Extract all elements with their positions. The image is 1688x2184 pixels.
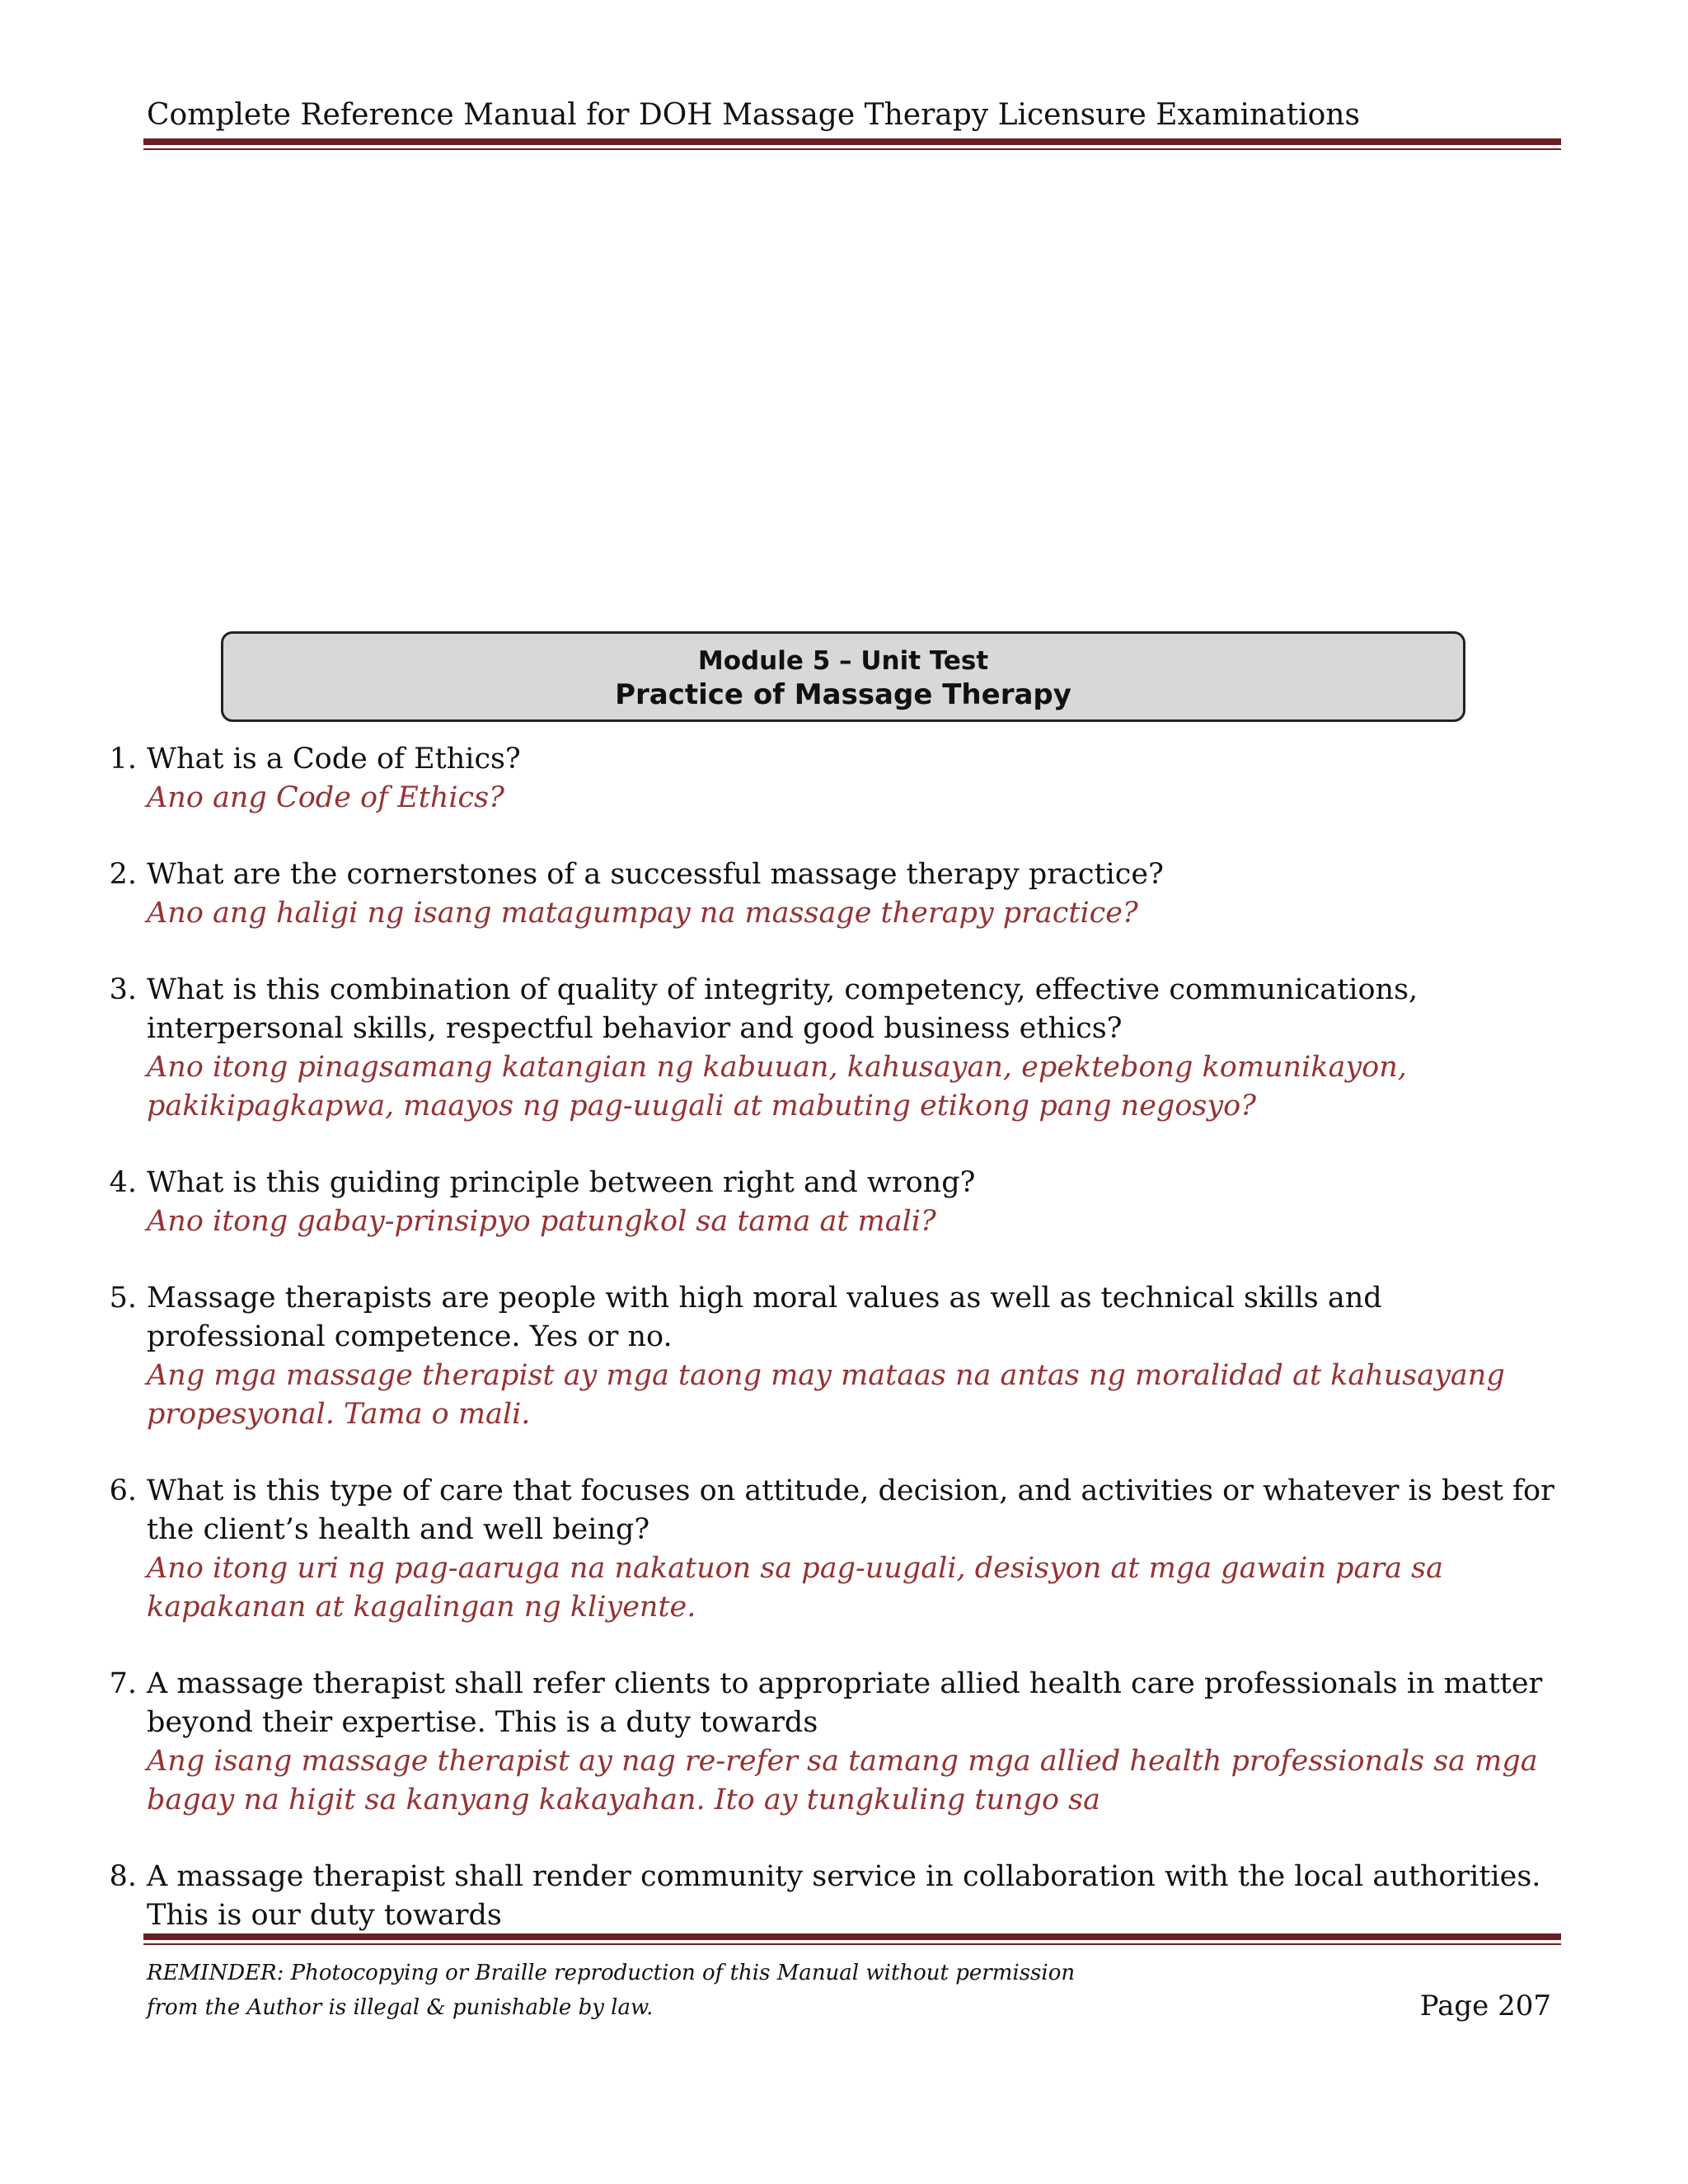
question-number: 7.: [109, 1667, 137, 1700]
page-number: Page 207: [1419, 1990, 1551, 2022]
question-number: 5.: [109, 1282, 137, 1315]
question-english: What are the cornerstones of a successful massage therapy practice?: [147, 858, 1164, 891]
question-english: What is this type of care that focuses on attitude, decision, and activities or whatever is best for the client’s health and well being?: [147, 1474, 1554, 1546]
question-item: [91, 1858, 1566, 1935]
question-number: 2.: [109, 858, 137, 891]
question-english: What is this combination of quality of integrity, competency, effective communications, interpersonal skills, respectful behavior and good business ethics?: [147, 973, 1418, 1045]
question-item: [91, 971, 1566, 1126]
module-subtitle: Practice of Massage Therapy: [615, 677, 1071, 711]
copyright-reminder: [147, 1956, 1075, 2025]
question-item: [91, 1164, 1566, 1241]
footer-rule-thin: [143, 1943, 1561, 1945]
question-filipino: Ano itong gabay-prinsipyo patungkol sa tama at mali?: [147, 1205, 936, 1238]
footer-rule-thick: [143, 1933, 1561, 1940]
question-english: Massage therapists are people with high moral values as well as technical skills and professional competence. Yes or no.: [147, 1282, 1382, 1353]
question-number: 1.: [109, 743, 137, 776]
question-number: 8.: [109, 1860, 137, 1893]
question-item: [91, 1665, 1566, 1820]
question-number: 6.: [109, 1474, 137, 1507]
question-number: 3.: [109, 973, 137, 1006]
running-header: Complete Reference Manual for DOH Massage Therapy Licensure Examinations: [147, 98, 1360, 132]
reminder-line: from the Author is illegal & punishable by law.: [147, 1995, 654, 2020]
header-rule-thin: [143, 148, 1561, 150]
question-filipino: Ano itong pinagsamang katangian ng kabuuan, kahusayan, epektebong komunikayon, pakikipagkapwa, maayos ng pag-uugali at mabuting etikong pang negosyo?: [147, 1051, 1407, 1122]
question-english: A massage therapist shall render community service in collaboration with the local authorities. This is our duty towards: [147, 1860, 1541, 1932]
question-item: [91, 1472, 1566, 1627]
module-title-box: [221, 631, 1465, 722]
question-english: A massage therapist shall refer clients to appropriate allied health care professionals in matter beyond their expertise. This is a duty towards: [147, 1667, 1543, 1739]
question-item: [91, 1279, 1566, 1434]
reminder-line: REMINDER: Photocopying or Braille reproduction of this Manual without permission: [147, 1961, 1076, 1985]
question-list: [91, 740, 1566, 1935]
question-item: [91, 740, 1566, 818]
question-filipino: Ano ang haligi ng isang matagumpay na massage therapy practice?: [147, 897, 1138, 930]
question-filipino: Ano ang Code of Ethics?: [147, 781, 504, 814]
question-filipino: Ano itong uri ng pag-aaruga na nakatuon sa pag-uugali, desisyon at mga gawain para sa kapakanan at kagalingan ng kliyente.: [147, 1552, 1443, 1624]
question-item: [91, 855, 1566, 933]
question-number: 4.: [109, 1166, 137, 1199]
question-filipino: Ang mga massage therapist ay mga taong may mataas na antas ng moralidad at kahusayang propesyonal. Tama o mali.: [147, 1359, 1505, 1431]
header-rule-thick: [143, 138, 1561, 145]
question-filipino: Ang isang massage therapist ay nag re-refer sa tamang mga allied health professionals sa mga bagay na higit sa kanyang kakayahan. Ito ay tungkuling tungo sa: [147, 1745, 1538, 1816]
question-english: What is this guiding principle between right and wrong?: [147, 1166, 976, 1199]
question-english: What is a Code of Ethics?: [147, 743, 521, 776]
module-title: Module 5 – Unit Test: [697, 646, 989, 676]
